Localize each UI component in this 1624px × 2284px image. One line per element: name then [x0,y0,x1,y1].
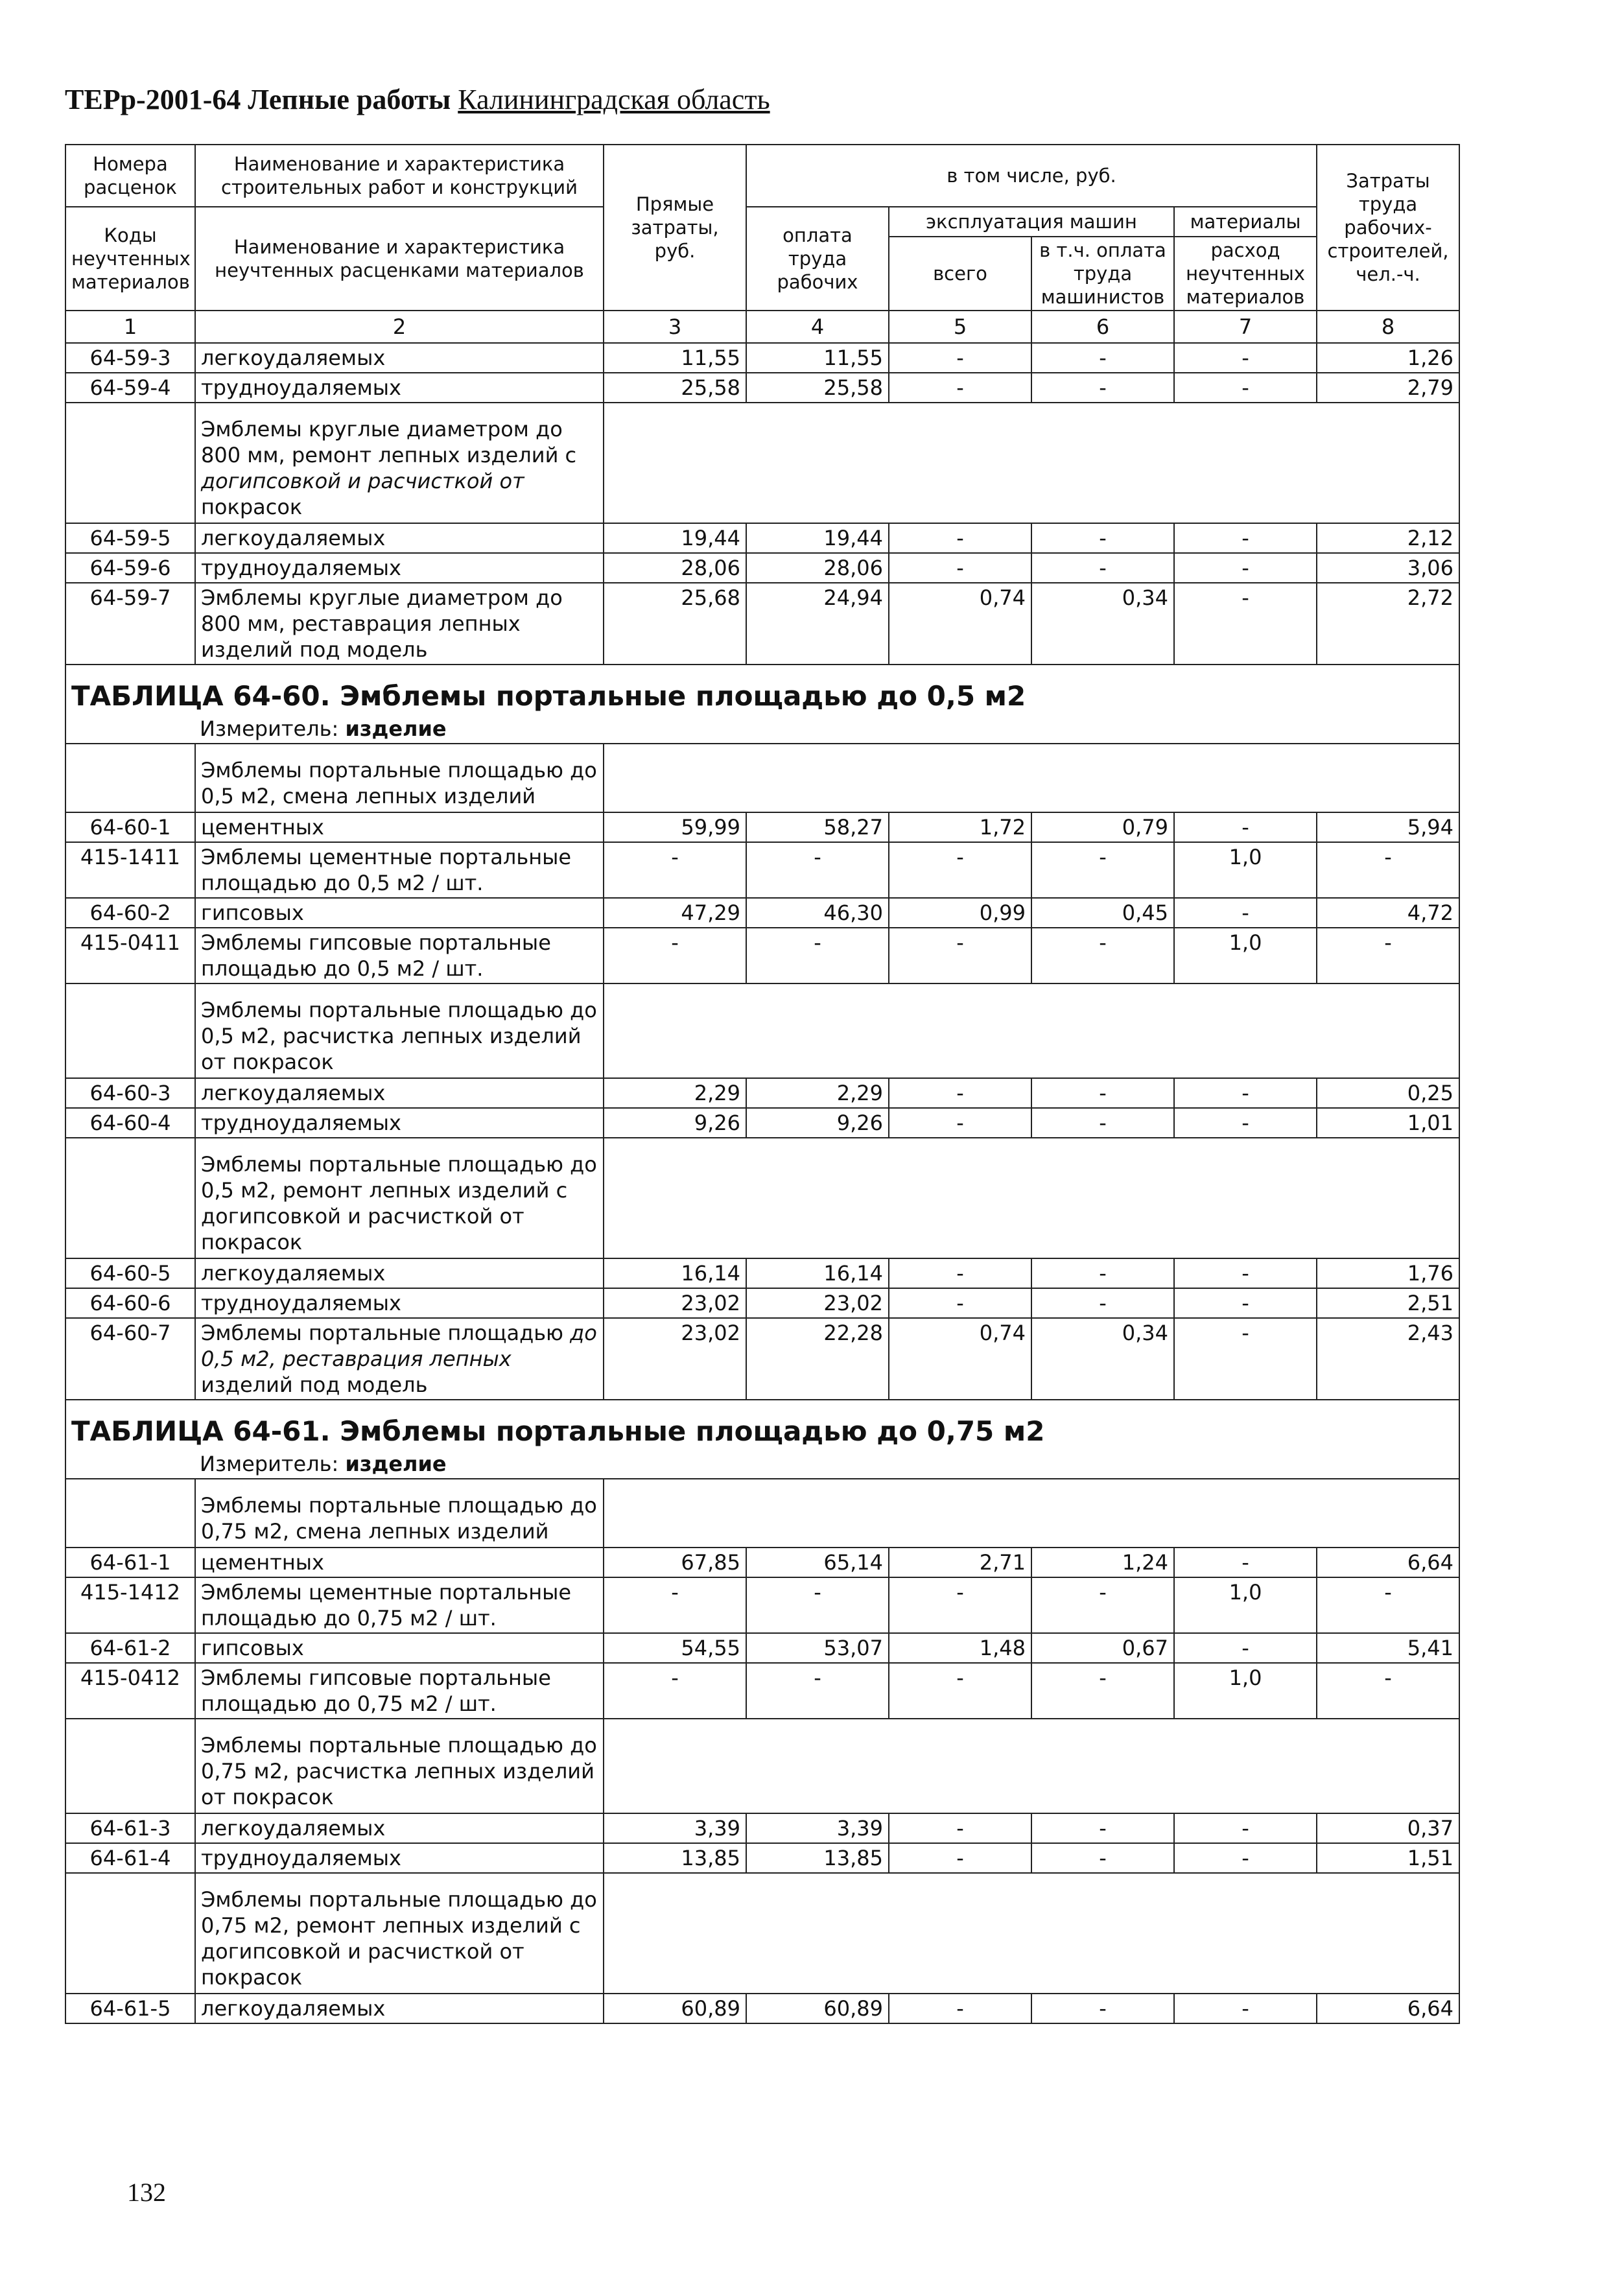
rate-code: 64-60-7 [65,1318,195,1400]
materials-usage: 1,0 [1174,928,1317,983]
materials-usage: - [1174,553,1317,583]
direct-cost: 2,29 [604,1078,746,1108]
labor-hours: 1,01 [1317,1108,1459,1138]
section-description: Эмблемы портальные площадью до 0,5 м2, ремонт лепных изделий с догипсовкой и расчисткой от покрасок [195,1138,604,1258]
labor-hours: 6,64 [1317,1994,1459,2023]
col-num: 3 [604,311,746,343]
direct-cost: 23,02 [604,1288,746,1318]
section-description-row [65,1873,1459,1994]
material-row [65,1577,1459,1633]
measure-unit: Измеритель: изделие [65,1450,1459,1479]
labor-hours: 5,41 [1317,1633,1459,1663]
rate-name: гипсовых [195,1633,604,1663]
labor-hours: 6,64 [1317,1548,1459,1577]
page-title-region: Калининградская область [458,84,770,115]
labor-pay: 22,28 [746,1318,889,1400]
material-row [65,1663,1459,1719]
labor-hours: - [1317,842,1459,898]
materials-usage: - [1174,1108,1317,1138]
labor-pay: 58,27 [746,812,889,842]
rates-table [65,144,1460,2024]
materials-usage: - [1174,523,1317,553]
operators-pay: 0,34 [1031,583,1174,665]
materials-usage: - [1174,373,1317,403]
rate-code: 64-59-7 [65,583,195,665]
table-row [65,1078,1459,1108]
direct-cost: 59,99 [604,812,746,842]
machines-total: 1,72 [889,812,1031,842]
labor-hours: 3,06 [1317,553,1459,583]
labor-pay: - [746,928,889,983]
labor-pay: 65,14 [746,1548,889,1577]
table-row [65,1994,1459,2023]
col-num: 1 [65,311,195,343]
direct-cost: 67,85 [604,1548,746,1577]
machines-total: - [889,1288,1031,1318]
header-col2-bottom: Наименование и характеристика неучтенных расценками материалов [195,207,604,311]
rate-code: 64-61-5 [65,1994,195,2023]
labor-pay: 60,89 [746,1994,889,2023]
direct-cost: 3,39 [604,1813,746,1843]
rate-code: 64-59-4 [65,373,195,403]
rate-name: легкоудаляемых [195,1258,604,1288]
direct-cost: 11,55 [604,343,746,373]
material-row [65,928,1459,983]
operators-pay: - [1031,1108,1174,1138]
header-col4: оплата труда рабочих [746,207,889,311]
table-row [65,373,1459,403]
labor-hours: 0,37 [1317,1813,1459,1843]
rate-code: 64-61-4 [65,1843,195,1873]
machines-total: 0,99 [889,898,1031,928]
direct-cost: - [604,842,746,898]
rate-name: легкоудаляемых [195,1994,604,2023]
material-code: 415-1411 [65,842,195,898]
materials-usage: - [1174,1078,1317,1108]
labor-hours: 2,12 [1317,523,1459,553]
materials-usage: 1,0 [1174,1663,1317,1719]
operators-pay: 0,67 [1031,1633,1174,1663]
section-description: Эмблемы круглые диаметром до 800 мм, ремонт лепных изделий с догипсовкой и расчисткой от покрасок [195,403,604,523]
rate-code: 64-61-1 [65,1548,195,1577]
rate-code: 64-61-3 [65,1813,195,1843]
section-description: Эмблемы портальные площадью до 0,5 м2, смена лепных изделий [195,744,604,812]
rate-name: трудноудаляемых [195,1288,604,1318]
operators-pay: - [1031,1577,1174,1633]
materials-usage: 1,0 [1174,842,1317,898]
rate-code: 64-60-5 [65,1258,195,1288]
materials-usage: - [1174,1258,1317,1288]
direct-cost: 47,29 [604,898,746,928]
labor-pay: 19,44 [746,523,889,553]
rate-name: цементных [195,812,604,842]
materials-usage: - [1174,583,1317,665]
rate-code: 64-60-2 [65,898,195,928]
col-num: 7 [1174,311,1317,343]
col-num: 5 [889,311,1031,343]
rate-name: легкоудаляемых [195,343,604,373]
table-row [65,1108,1459,1138]
col-num: 6 [1031,311,1174,343]
measure-row [65,1450,1459,1479]
rate-name: трудноудаляемых [195,553,604,583]
machines-total: 0,74 [889,583,1031,665]
direct-cost: 28,06 [604,553,746,583]
col-num: 8 [1317,311,1459,343]
machines-total: - [889,928,1031,983]
table-row [65,523,1459,553]
table-row [65,1258,1459,1288]
direct-cost: 16,14 [604,1258,746,1288]
machines-total: - [889,1813,1031,1843]
labor-hours: 2,79 [1317,373,1459,403]
table-title: ТАБЛИЦА 64-61. Эмблемы портальные площадью до 0,75 м2 [65,1400,1459,1450]
table-row [65,343,1459,373]
table-row [65,1548,1459,1577]
direct-cost: 13,85 [604,1843,746,1873]
labor-pay: - [746,1577,889,1633]
header-col1-top: Номера расценок [65,145,195,207]
material-name: Эмблемы гипсовые портальные площадью до 0,75 м2 / шт. [195,1663,604,1719]
labor-hours: 5,94 [1317,812,1459,842]
machines-total: - [889,373,1031,403]
direct-cost: 9,26 [604,1108,746,1138]
header-row [65,145,1459,207]
measure-row [65,714,1459,744]
labor-pay: 23,02 [746,1288,889,1318]
section-description-row [65,1138,1459,1258]
rate-name: трудноудаляемых [195,1843,604,1873]
section-description: Эмблемы портальные площадью до 0,75 м2, ремонт лепных изделий с догипсовкой и расчисткой от покрасок [195,1873,604,1994]
table-row [65,1843,1459,1873]
machines-total: - [889,1994,1031,2023]
labor-hours: 2,72 [1317,583,1459,665]
measure-unit: Измеритель: изделие [65,714,1459,744]
section-description: Эмблемы портальные площадью до 0,75 м2, смена лепных изделий [195,1479,604,1548]
material-code: 415-1412 [65,1577,195,1633]
labor-hours: 2,51 [1317,1288,1459,1318]
section-description-row [65,1719,1459,1813]
labor-hours: 2,43 [1317,1318,1459,1400]
operators-pay: - [1031,1663,1174,1719]
table-row [65,1288,1459,1318]
machines-total: - [889,1577,1031,1633]
labor-hours: 1,76 [1317,1258,1459,1288]
materials-usage: - [1174,898,1317,928]
machines-total: - [889,523,1031,553]
header-col1-bottom: Коды неучтенных материалов [65,207,195,311]
material-name: Эмблемы гипсовые портальные площадью до 0,5 м2 / шт. [195,928,604,983]
header-col6: в т.ч. оплата труда машинистов [1031,237,1174,311]
rate-name: легкоудаляемых [195,523,604,553]
header-col2-top: Наименование и характеристика строительных работ и конструкций [195,145,604,207]
machines-total: 2,71 [889,1548,1031,1577]
labor-pay: 9,26 [746,1108,889,1138]
labor-pay: 28,06 [746,553,889,583]
labor-hours: - [1317,1577,1459,1633]
table-row [65,1318,1459,1400]
operators-pay: - [1031,343,1174,373]
operators-pay: - [1031,373,1174,403]
operators-pay: 0,79 [1031,812,1174,842]
table-row [65,812,1459,842]
direct-cost: 25,68 [604,583,746,665]
direct-cost: 54,55 [604,1633,746,1663]
section-description-row [65,983,1459,1078]
material-name: Эмблемы цементные портальные площадью до 0,5 м2 / шт. [195,842,604,898]
material-code: 415-0411 [65,928,195,983]
header-materials: материалы [1174,207,1317,237]
labor-pay: 11,55 [746,343,889,373]
labor-pay: 46,30 [746,898,889,928]
labor-pay: 25,58 [746,373,889,403]
labor-pay: - [746,1663,889,1719]
materials-usage: - [1174,1994,1317,2023]
section-description-row [65,1479,1459,1548]
labor-pay: - [746,842,889,898]
material-code: 415-0412 [65,1663,195,1719]
operators-pay: 0,45 [1031,898,1174,928]
materials-usage: - [1174,1318,1317,1400]
operators-pay: - [1031,1994,1174,2023]
header-machines: эксплуатация машин [889,207,1174,237]
section-description: Эмблемы портальные площадью до 0,5 м2, расчистка лепных изделий от покрасок [195,983,604,1078]
labor-hours: 0,25 [1317,1078,1459,1108]
labor-pay: 13,85 [746,1843,889,1873]
col-num: 4 [746,311,889,343]
direct-cost: 19,44 [604,523,746,553]
operators-pay: 1,24 [1031,1548,1174,1577]
operators-pay: - [1031,1843,1174,1873]
rate-code: 64-60-1 [65,812,195,842]
materials-usage: - [1174,1843,1317,1873]
table-title-row [65,665,1459,714]
machines-total: - [889,553,1031,583]
machines-total: - [889,1108,1031,1138]
rate-name: гипсовых [195,898,604,928]
operators-pay: - [1031,928,1174,983]
rate-name: трудноудаляемых [195,373,604,403]
labor-hours: 1,26 [1317,343,1459,373]
operators-pay: - [1031,1258,1174,1288]
labor-pay: 16,14 [746,1258,889,1288]
rate-code: 64-59-6 [65,553,195,583]
direct-cost: 25,58 [604,373,746,403]
header-col5: всего [889,237,1031,311]
materials-usage: - [1174,343,1317,373]
rate-code: 64-59-3 [65,343,195,373]
materials-usage: - [1174,1288,1317,1318]
table-row [65,1633,1459,1663]
table-row [65,1813,1459,1843]
machines-total: - [889,1258,1031,1288]
rate-code: 64-60-4 [65,1108,195,1138]
table-row [65,553,1459,583]
table-title: ТАБЛИЦА 64-60. Эмблемы портальные площадью до 0,5 м2 [65,665,1459,714]
rate-name: легкоудаляемых [195,1078,604,1108]
labor-hours: - [1317,928,1459,983]
page-number: 132 [127,2178,166,2207]
direct-cost: - [604,1663,746,1719]
machines-total: 1,48 [889,1633,1031,1663]
machines-total: - [889,1843,1031,1873]
rate-name: трудноудаляемых [195,1108,604,1138]
machines-total: 0,74 [889,1318,1031,1400]
labor-hours: - [1317,1663,1459,1719]
material-row [65,842,1459,898]
page-title [65,83,770,116]
machines-total: - [889,1663,1031,1719]
labor-hours: 1,51 [1317,1843,1459,1873]
materials-usage: - [1174,812,1317,842]
rate-code: 64-60-6 [65,1288,195,1318]
section-description-row [65,744,1459,812]
page-title-code: ТЕРр-2001-64 Лепные работы [65,84,451,115]
header-row [65,207,1459,237]
header-group: в том числе, руб. [746,145,1317,207]
operators-pay: - [1031,523,1174,553]
operators-pay: - [1031,553,1174,583]
table-title-row [65,1400,1459,1450]
material-name: Эмблемы цементные портальные площадью до 0,75 м2 / шт. [195,1577,604,1633]
table-row [65,898,1459,928]
operators-pay: 0,34 [1031,1318,1174,1400]
machines-total: - [889,343,1031,373]
direct-cost: 60,89 [604,1994,746,2023]
rate-name: цементных [195,1548,604,1577]
header-col3: Прямые затраты, руб. [604,145,746,311]
direct-cost: 23,02 [604,1318,746,1400]
direct-cost: - [604,928,746,983]
col-num: 2 [195,311,604,343]
labor-pay: 53,07 [746,1633,889,1663]
section-description-row [65,403,1459,523]
labor-pay: 3,39 [746,1813,889,1843]
rate-code: 64-60-3 [65,1078,195,1108]
section-description: Эмблемы портальные площадью до 0,75 м2, расчистка лепных изделий от покрасок [195,1719,604,1813]
materials-usage: 1,0 [1174,1577,1317,1633]
machines-total: - [889,1078,1031,1108]
rate-name: Эмблемы портальные площадью до 0,5 м2, реставрация лепных изделий под модель [195,1318,604,1400]
operators-pay: - [1031,842,1174,898]
table-row [65,583,1459,665]
rate-name: легкоудаляемых [195,1813,604,1843]
rate-name: Эмблемы круглые диаметром до 800 мм, реставрация лепных изделий под модель [195,583,604,665]
operators-pay: - [1031,1078,1174,1108]
operators-pay: - [1031,1813,1174,1843]
column-numbers-row [65,311,1459,343]
rate-code: 64-59-5 [65,523,195,553]
direct-cost: - [604,1577,746,1633]
materials-usage: - [1174,1633,1317,1663]
machines-total: - [889,842,1031,898]
header-col8: Затраты труда рабочих-строителей, чел.-ч. [1317,145,1459,311]
labor-hours: 4,72 [1317,898,1459,928]
labor-pay: 24,94 [746,583,889,665]
labor-pay: 2,29 [746,1078,889,1108]
operators-pay: - [1031,1288,1174,1318]
materials-usage: - [1174,1813,1317,1843]
rate-code: 64-61-2 [65,1633,195,1663]
materials-usage: - [1174,1548,1317,1577]
header-col7: расход неучтенных материалов [1174,237,1317,311]
